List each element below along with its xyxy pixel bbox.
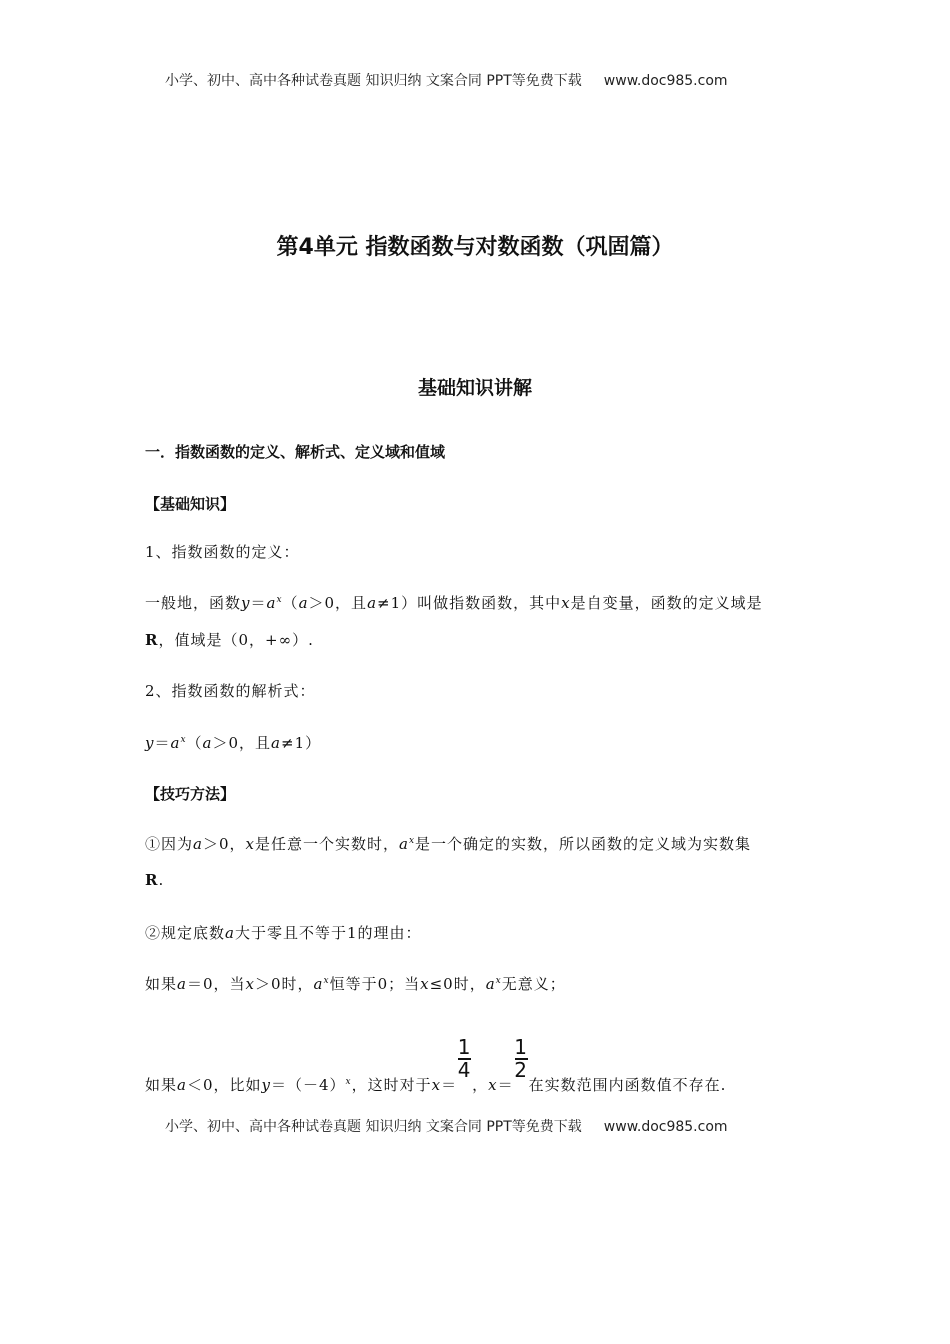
basic-knowledge-tag: 【基础知识】	[145, 495, 236, 513]
header-url[interactable]: www.doc985.com	[603, 73, 728, 89]
fraction-one-half: $\frac{1}{2}$	[514, 1035, 528, 1082]
fraction-one-quarter: $\frac{1}{4}$	[457, 1035, 472, 1082]
skill-point-3: 如果a＝0，当x＞0时，$a^x$恒等于0；当x≤0时，$a^x$无意义；	[145, 975, 566, 993]
header-text: 小学、初中、高中各种试卷真题 知识归纳 文案合同 PPT等免费下载	[165, 73, 582, 89]
skill-point-1-line-2: R.	[145, 871, 165, 889]
skill-point-4: 如果a＜0，比如$y=(-4)^x$，这时对于x＝ $\frac{1}{4}$ ，x＝ $\frac{1}{2}$ 在实数范围内函数值不存在.	[145, 1035, 727, 1094]
analytic-formula: $y=a^x(a>0$，且a≠1）	[145, 734, 322, 752]
definition-line-2: R，值域是（0，+∞）.	[145, 631, 314, 649]
footer-url[interactable]: www.doc985.com	[603, 1119, 728, 1135]
skill-point-1-line-1: ①因为a＞0，x是任意一个实数时，$a^x$是一个确定的实数，所以函数的定义域为实数集	[145, 835, 752, 853]
section-title: 基础知识讲解	[417, 377, 532, 399]
definition-line-1: 一般地，函数$y=a^x(a>0$，且a≠1）叫做指数函数，其中x是自变量，函数的定义域是	[145, 594, 763, 612]
definition-label: 1、指数函数的定义：	[145, 543, 300, 561]
skill-point-2: ②规定底数a大于零且不等于1的理由：	[145, 924, 422, 942]
skills-tag: 【技巧方法】	[145, 785, 236, 803]
analytic-label: 2、指数函数的解析式：	[145, 682, 316, 700]
section-heading: 一．指数函数的定义、解析式、定义域和值域	[145, 443, 446, 461]
footer-text: 小学、初中、高中各种试卷真题 知识归纳 文案合同 PPT等免费下载	[165, 1119, 582, 1135]
page-header	[165, 70, 728, 90]
page-title: 第4单元 指数函数与对数函数（巩固篇）	[276, 235, 674, 260]
page-footer	[165, 1116, 728, 1136]
